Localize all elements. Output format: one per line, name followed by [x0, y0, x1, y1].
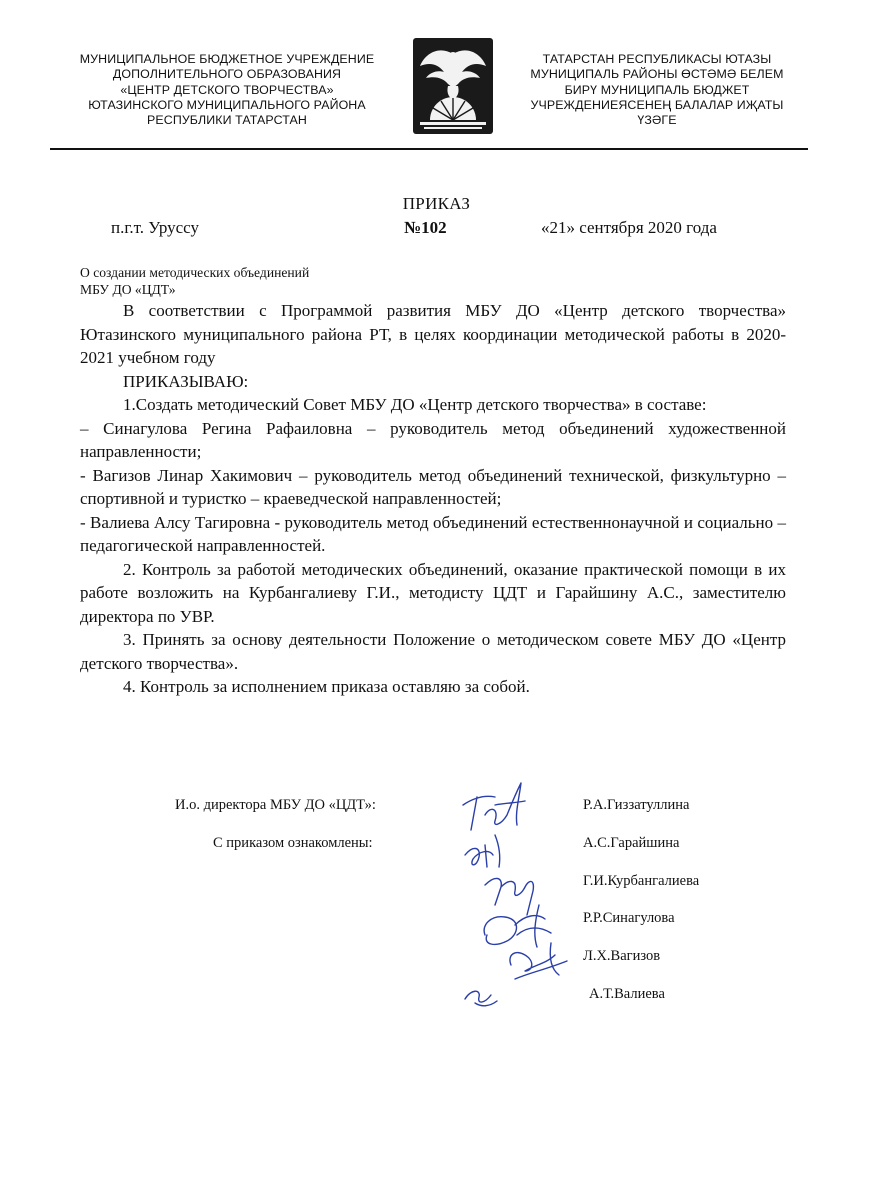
- subject-line: МБУ ДО «ЦДТ»: [80, 282, 176, 297]
- acquainted-name: Р.Р.Синагулова: [583, 910, 675, 926]
- acquainted-name: А.С.Гарайшина: [583, 835, 680, 851]
- item-3-paragraph: 3. Принять за основу деятельности Положение о методическом совете МБУ ДО «Центр детского творчества».: [80, 630, 786, 673]
- order-directive-word: ПРИКАЗЫВАЮ:: [123, 371, 249, 391]
- header-left-line: МУНИЦИПАЛЬНОЕ БЮДЖЕТНОЕ УЧРЕЖДЕНИЕ: [79, 52, 375, 66]
- acquainted-name: Л.Х.Вагизов: [583, 948, 661, 964]
- director-label: И.о. директора МБУ ДО «ЦДТ»:: [175, 797, 376, 813]
- subject-line: О создании методических объединений: [80, 265, 310, 280]
- acquainted-name: А.Т.Валиева: [589, 986, 665, 1002]
- order-subject: [80, 264, 309, 298]
- handwritten-signatures: [455, 775, 585, 1015]
- header-left-line: ЮТАЗИНСКОГО МУНИЦИПАЛЬНОГО РАЙОНА: [88, 97, 366, 112]
- signature-kurbangalieva: [485, 878, 533, 915]
- header-right-line: БИРҮ МУНИЦИПАЛЬ БЮДЖЕТ: [564, 82, 750, 97]
- header-left-line: ДОПОЛНИТЕЛЬНОГО ОБРАЗОВАНИЯ: [112, 67, 342, 82]
- member-paragraph: – Синагулова Регина Рафаиловна – руководитель метод объединений художественной направленности;: [80, 418, 786, 461]
- acquainted-name: Г.И.Курбангалиева: [583, 873, 700, 889]
- item-4-paragraph: 4. Контроль за исполнением приказа оставляю за собой.: [123, 677, 530, 696]
- item-2-paragraph: 2. Контроль за работой методических объединений, оказание практической помощи в их работе возложить на Курбангалиеву Г.И., методисту ЦДТ и Гарайшину А.С., заместителю директора по УВР.: [80, 559, 786, 626]
- header-left-line: РЕСПУБЛИКИ ТАТАРСТАН: [147, 113, 307, 128]
- signature-director: [463, 783, 525, 830]
- header-tatar-org-name: [502, 52, 812, 128]
- order-title: ПРИКАЗ: [402, 194, 471, 213]
- header-russian-org-name: [52, 52, 402, 128]
- header-left-line: «ЦЕНТР ДЕТСКОГО ТВОРЧЕСТВА»: [120, 82, 334, 97]
- coat-of-arms-emblem: [410, 36, 496, 136]
- header-right-line: МУНИЦИПАЛЬ РАЙОНЫ ӨСТӘМӘ БЕЛЕМ: [530, 67, 784, 82]
- member-paragraph: - Валиева Алсу Тагировна - руководитель метод объединений естественнонаучной и социально – педагогической направленностей.: [80, 512, 786, 555]
- director-name: Р.А.Гиззатуллина: [583, 797, 690, 813]
- order-place: п.г.т. Уруссу: [111, 218, 199, 237]
- signature-garayshina: [465, 835, 500, 867]
- order-body: [80, 299, 786, 699]
- signature-valieva: [465, 991, 497, 1006]
- order-number: №102: [404, 218, 447, 237]
- acquainted-label: С приказом ознакомлены:: [213, 835, 373, 851]
- preamble-paragraph: В соответствии с Программой развития МБУ ДО «Центр детского творчества» Ютазинского муниципального района РТ, в целях координации методической работы в 2020-2021 учебном году: [80, 301, 786, 367]
- header-right-line: УЧРЕЖДЕНИЕЯСЕНЕҢ БАЛАЛАР ИҖАТЫ: [530, 97, 784, 112]
- item-1-paragraph: 1.Создать методический Совет МБУ ДО «Центр детского творчества» в составе:: [123, 395, 707, 414]
- order-date: «21» сентября 2020 года: [541, 218, 717, 237]
- member-paragraph: - Вагизов Линар Хакимович – руководитель метод объединений технической, физкультурно – спортивной и туристко – краеведческой направленностей;: [80, 465, 786, 508]
- header-divider: [50, 148, 808, 150]
- signature-sinagulova: [484, 905, 551, 947]
- signature-vagizov: [510, 943, 567, 979]
- header-right-line: ТАТАРСТАН РЕСПУБЛИКАСЫ ЮТАЗЫ: [542, 52, 772, 66]
- header-right-line: ҮЗӘГЕ: [637, 113, 677, 128]
